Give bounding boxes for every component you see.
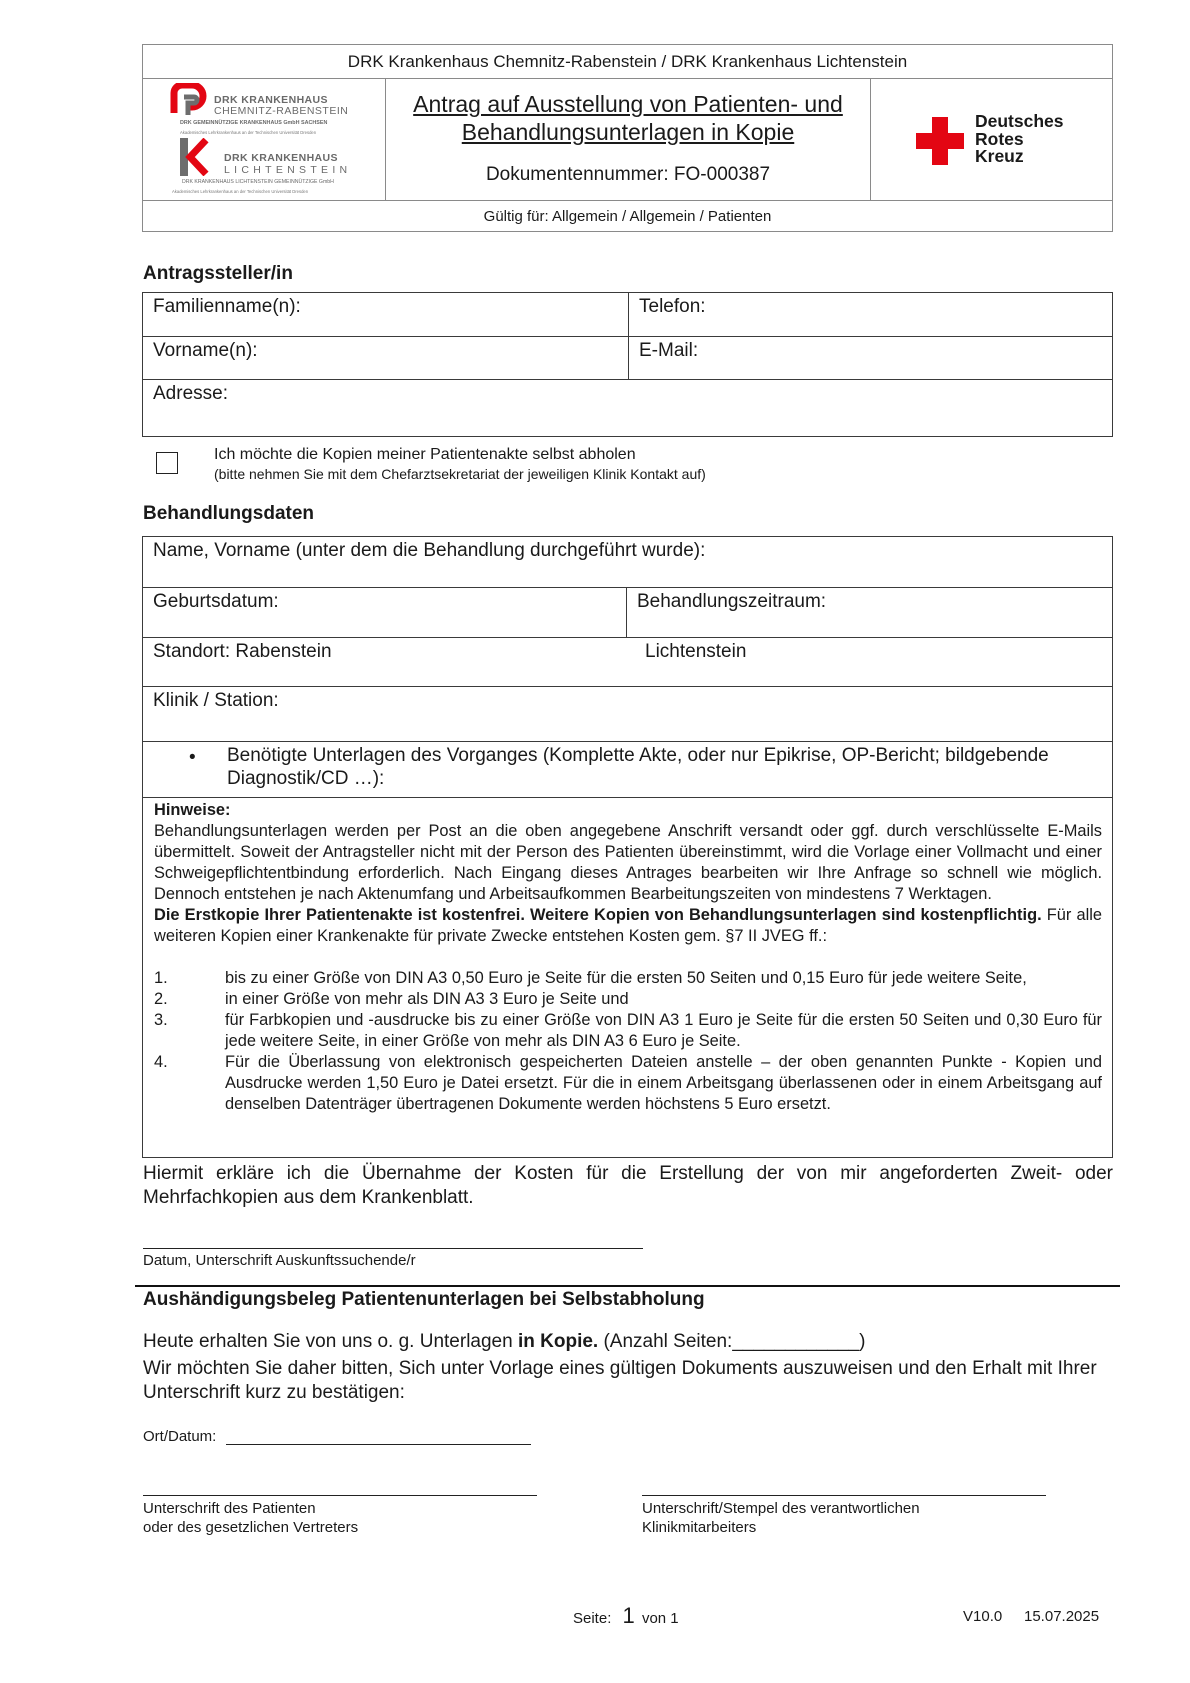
logo-chemnitz-rabenstein [170, 83, 370, 141]
page-indicator [573, 1603, 679, 1629]
applicant-section-title: Antragssteller/in [143, 263, 293, 284]
red-cross-line1: Deutsches [975, 111, 1064, 131]
clinic-station-label: Klinik / Station: [153, 690, 279, 711]
list-item-number: 1. [154, 969, 168, 987]
logo1-name-line2: CHEMNITZ-RABENSTEIN [214, 105, 349, 117]
receipt-text-line2: Wir möchten Sie daher bitten, Sich unter Vorlage eines gültigen Dokuments auszuweisen und den Erhalt mit Ihrer Unterschrift kurz zu bestätigen: [143, 1358, 1097, 1403]
birthdate-field[interactable] [142, 587, 627, 638]
list-item [154, 1010, 1102, 1052]
birthdate-label: Geburtsdatum: [153, 591, 279, 612]
document-title-line2: Behandlungsunterlagen in Kopie [461, 119, 795, 145]
red-cross-wordmark [975, 113, 1064, 166]
address-label: Adresse: [153, 383, 228, 404]
bullet-marker: • [189, 747, 196, 768]
treatment-period-label: Behandlungszeitraum: [637, 591, 827, 612]
hints-cost-intro: Für alle weiteren Kopien einer Krankenakte für private Zwecke entstehen Kosten gem. §7 II JVEG ff.: [154, 906, 1102, 945]
list-item [154, 968, 1102, 989]
applicant-signature-label: Datum, Unterschrift Auskunftssuchende/r [143, 1252, 416, 1269]
site-lichtenstein-option[interactable]: Lichtenstein [645, 641, 747, 662]
email-label: E-Mail: [639, 340, 699, 361]
institution-name: DRK Krankenhaus Chemnitz-Rabenstein / DRK Krankenhaus Lichtenstein [142, 44, 1113, 79]
hints-box [142, 797, 1113, 1158]
document-title-line1: Antrag auf Ausstellung von Patienten- und [413, 91, 843, 117]
first-name-label: Vorname(n): [153, 340, 258, 361]
list-item-number: 2. [154, 990, 168, 1008]
place-date-label: Ort/Datum: [143, 1428, 217, 1445]
logo-lichtenstein [172, 138, 372, 198]
red-cross-icon [916, 117, 964, 165]
required-documents-label-line1: Benötigte Unterlagen des Vorganges (Komplette Akte, oder nur Epikrise, OP-Bericht; bildgebende [227, 745, 1049, 766]
page-total: von 1 [641, 1610, 679, 1627]
logo2-name-line1: DRK KRANKENHAUS [224, 152, 338, 164]
list-item-text: für Farbkopien und -ausdrucke bis zu einer Größe von DIN A3 1 Euro je Seite für die ersten 50 Seiten und 0,30 Euro für jede weitere Seite, in einer Größe von mehr als DIN A3 6 Euro je Seite. [225, 1011, 1102, 1050]
version: V10.0 [963, 1608, 1003, 1625]
document-number: Dokumentennummer: FO-000387 [485, 164, 771, 185]
place-date-line[interactable] [226, 1444, 531, 1445]
required-documents-label-line2: Diagnostik/CD …): [227, 768, 385, 789]
logo1-name-line1: DRK KRANKENHAUS [214, 94, 328, 106]
clinic-station-field[interactable] [142, 686, 1113, 742]
page-number: 1 [622, 1603, 635, 1628]
pickup-checkbox[interactable] [156, 452, 178, 474]
pickup-note: (bitte nehmen Sie mit dem Chefarztsekretariat der jeweiligen Klinik Kontakt auf) [214, 466, 706, 482]
logo2-name-line2: LICHTENSTEIN [224, 164, 352, 176]
patient-signature-label [143, 1499, 358, 1537]
version-date: 15.07.2025 [1024, 1608, 1100, 1625]
red-cross-line2: Rotes [975, 128, 1024, 149]
page-label: Seite: [573, 1610, 612, 1627]
receipt-separator [135, 1285, 1120, 1287]
staff-signature-label-line1: Unterschrift/Stempel des verantwortlichen [642, 1500, 920, 1517]
staff-signature-label [642, 1499, 920, 1537]
required-documents-field[interactable] [142, 741, 1113, 798]
list-item-text: bis zu einer Größe von DIN A3 0,50 Euro je Seite für die ersten 50 Seiten und 0,15 Euro für jede weitere Seite, [225, 969, 1027, 987]
list-item [154, 989, 1102, 1010]
hints-title: Hinweise: [154, 801, 231, 819]
first-name-field[interactable] [142, 336, 629, 380]
patient-signature-label-line2: oder des gesetzlichen Vertreters [143, 1519, 359, 1536]
receipt-text-line1 [143, 1330, 1118, 1354]
logo2-subline2: Akademisches Lehrkrankenhaus an der Technischen Universität Dresden [172, 189, 309, 194]
red-cross-line3: Kreuz [975, 146, 1024, 166]
hints-paragraph: Behandlungsunterlagen werden per Post an die oben angegebene Anschrift versandt oder ggf. durch verschlüsselte E-Mails übermittelt. Soweit der Antragsteller nicht mit der Person des Patienten übereinstimmt, wird die Vorlage einer Vollmacht und einer Schweigepflichtentbindung erforderlich. Nach Eingang dieses Antrages bearbeiten wir Ihre Anfrage so schnell wie möglich. Dennoch entstehen je nach Aktenumfang und Arbeitsaufkommen Bearbeitungszeiten von mindestens 7 Werktagen. [154, 822, 1102, 903]
email-field[interactable] [628, 336, 1113, 380]
hints-cost-paragraph [154, 905, 1102, 947]
hints-cost-bold: Die Erstkopie Ihrer Patientenakte ist kostenfrei. Weitere Kopien von Behandlungsunterlagen sind kostenpflichtig. [154, 906, 1042, 924]
staff-signature-line[interactable] [642, 1495, 1046, 1496]
family-name-field[interactable] [142, 292, 629, 337]
pickup-label: Ich möchte die Kopien meiner Patientenakte selbst abholen [214, 446, 636, 463]
receipt-text-a: Heute erhalten Sie von uns o. g. Unterlagen [143, 1331, 518, 1352]
address-field[interactable] [142, 379, 1113, 437]
logo-chemnitz-mark-icon [170, 83, 208, 117]
staff-signature-label-line2: Klinikmitarbeiters [642, 1519, 757, 1536]
treatment-section-title: Behandlungsdaten [143, 503, 315, 524]
site-field [142, 637, 1113, 687]
phone-label: Telefon: [639, 296, 706, 317]
treatment-period-field[interactable] [626, 587, 1113, 638]
receipt-text-bold: in Kopie. [517, 1331, 599, 1352]
list-item-text: in einer Größe von mehr als DIN A3 3 Euro je Seite und [225, 990, 629, 1008]
list-item [154, 1052, 1102, 1115]
document-title [386, 90, 870, 146]
header-divider-right [870, 79, 871, 201]
applicant-signature-line[interactable] [143, 1248, 643, 1249]
valid-for: Gültig für: Allgemein / Allgemein / Patienten [483, 208, 772, 225]
receipt-title: Aushändigungsbeleg Patientenunterlagen bei Selbstabholung [143, 1289, 705, 1310]
list-item-text: Für die Überlassung von elektronisch gespeicherten Dateien anstelle – der oben genannten Punkte - Kopien und Ausdrucke werden 1,50 Euro je Datei ersetzt. Für die in einem Arbeitsgang überlassenen oder in einem Arbeitsgang auf denselben Datenträger übertragenen Dokumente werden höchstens 5 Euro ersetzt. [225, 1053, 1102, 1113]
logo-lichtenstein-mark-icon [180, 138, 214, 176]
list-item-number: 4. [154, 1053, 168, 1071]
family-name-label: Familienname(n): [153, 296, 301, 317]
patient-signature-label-line1: Unterschrift des Patienten [143, 1500, 316, 1517]
site-rabenstein-option[interactable]: Standort: Rabenstein [153, 641, 332, 662]
receipt-page-count-field[interactable]: (Anzahl Seiten:____________) [598, 1331, 866, 1352]
logo1-subline1: DRK GEMEINNÜTZIGE KRANKENHAUS GmbH SACHSEN [180, 120, 328, 126]
list-item-number: 3. [154, 1011, 168, 1029]
treatment-name-label: Name, Vorname (unter dem die Behandlung durchgeführt wurde): [153, 540, 706, 561]
logo2-subline1: DRK KRANKENHAUS LICHTENSTEIN GEMEINNÜTZIGE GmbH [182, 179, 334, 185]
treatment-name-field[interactable] [142, 536, 1113, 588]
patient-signature-line[interactable] [143, 1495, 537, 1496]
phone-field[interactable] [628, 292, 1113, 337]
cost-declaration: Hiermit erkläre ich die Übernahme der Kosten für die Erstellung der von mir angeforderten Zweit- oder Mehrfachkopien aus dem Krankenblatt. [143, 1163, 1113, 1208]
logo1-subline2: Akademisches Lehrkrankenhaus an der Technischen Universität Dresden [180, 130, 317, 135]
